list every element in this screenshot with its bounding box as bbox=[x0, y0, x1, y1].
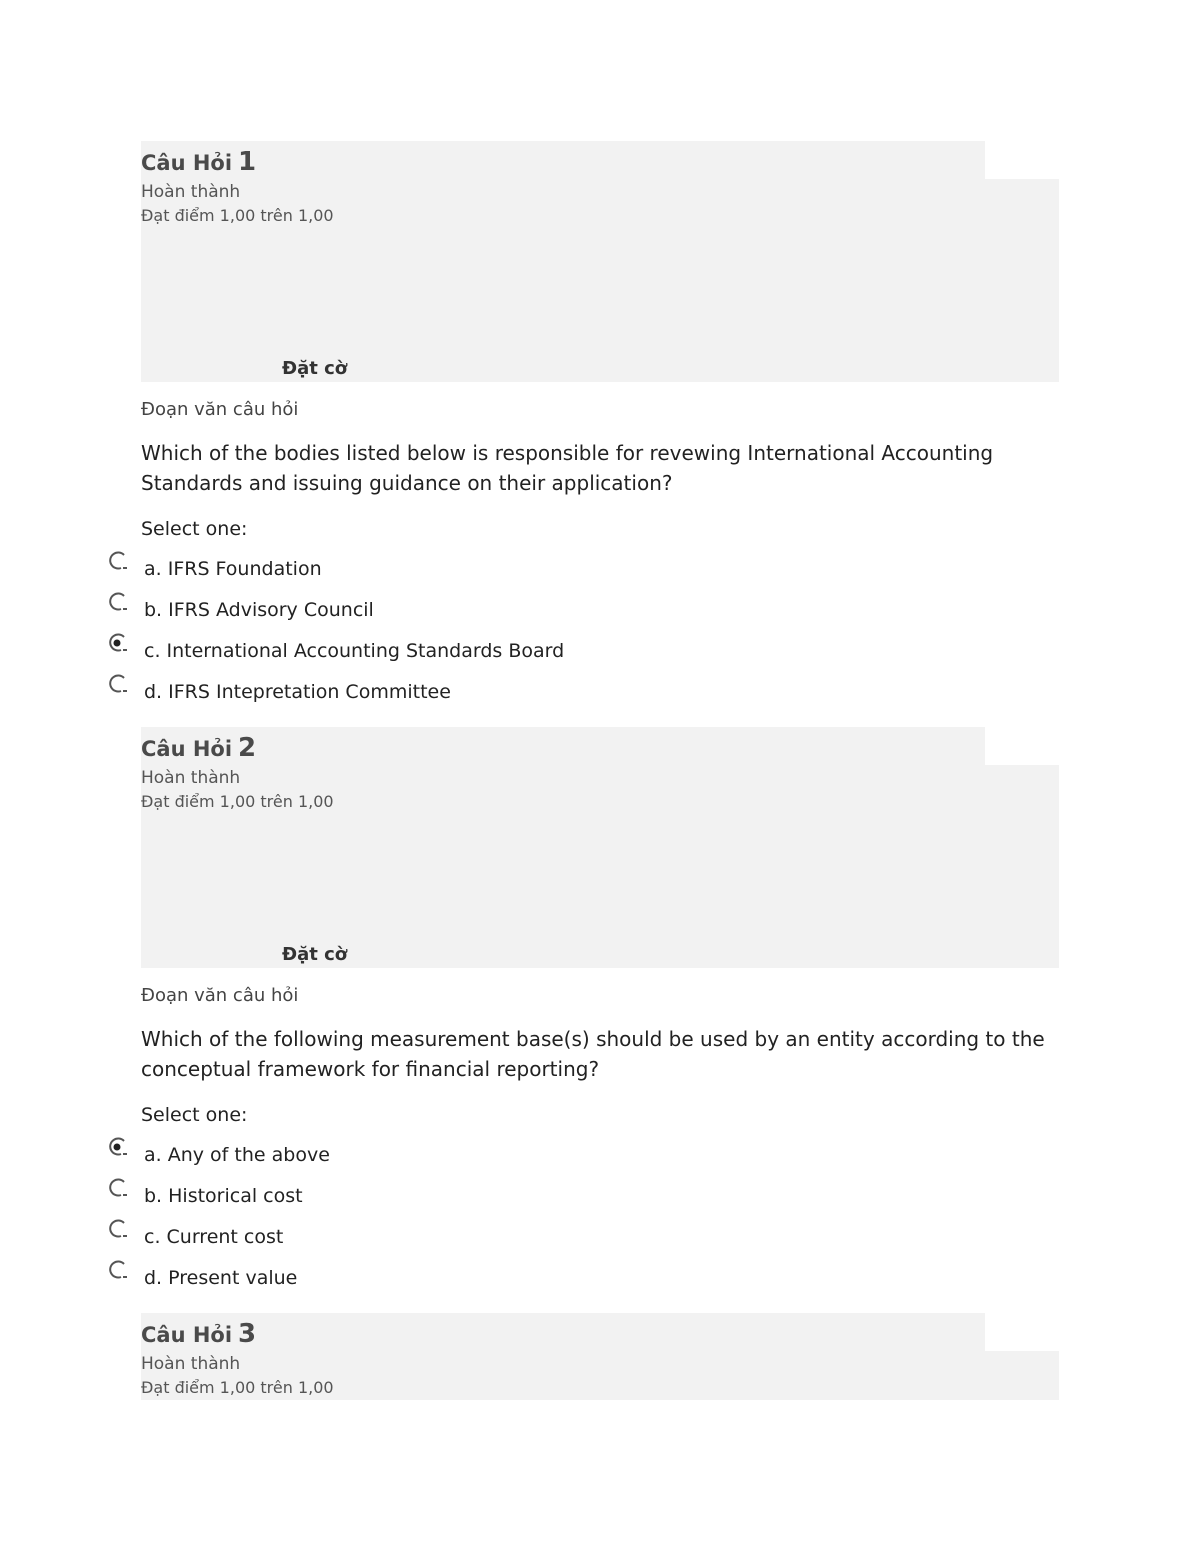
question-state: Hoàn thành bbox=[141, 182, 241, 202]
question-title bbox=[141, 733, 256, 763]
answer-label: d. IFRS Intepretation Committee bbox=[144, 681, 451, 703]
radio-unchecked-icon[interactable] bbox=[107, 1177, 129, 1199]
question-text-heading: Đoạn văn câu hỏi bbox=[141, 985, 299, 1006]
answer-option[interactable] bbox=[104, 1259, 1004, 1293]
question-number: 3 bbox=[238, 1319, 257, 1349]
question-text-heading: Đoạn văn câu hỏi bbox=[141, 399, 299, 420]
answer-label: a. Any of the above bbox=[144, 1144, 330, 1166]
question-title-label: Câu Hỏi bbox=[141, 151, 233, 175]
question-state: Hoàn thành bbox=[141, 768, 241, 788]
question-grade: Đạt điểm 1,00 trên 1,00 bbox=[141, 1378, 334, 1397]
answer-prompt: Select one: bbox=[141, 1104, 248, 1126]
question-1 bbox=[0, 141, 1200, 711]
question-info-header bbox=[141, 141, 985, 181]
question-text: Which of the following measurement base(s) should be used by an entity according to the conceptual framework for financial reporting? bbox=[141, 1027, 1045, 1081]
radio-unchecked-icon[interactable] bbox=[107, 673, 129, 695]
radio-checked-icon[interactable] bbox=[107, 1136, 129, 1158]
radio-unchecked-icon[interactable] bbox=[107, 1259, 129, 1281]
question-info-header bbox=[141, 727, 985, 767]
flag-question-link[interactable]: Đặt cờ bbox=[282, 358, 348, 379]
answer-label: c. Current cost bbox=[144, 1226, 284, 1248]
question-title bbox=[141, 147, 256, 177]
answer-option-selected[interactable] bbox=[104, 1136, 1004, 1170]
answer-label: d. Present value bbox=[144, 1267, 298, 1289]
radio-unchecked-icon[interactable] bbox=[107, 1218, 129, 1240]
question-2 bbox=[0, 727, 1200, 1297]
answer-option-selected[interactable] bbox=[104, 632, 1004, 666]
answer-option[interactable] bbox=[104, 591, 1004, 625]
question-title bbox=[141, 1319, 256, 1349]
question-3 bbox=[0, 1313, 1200, 1403]
question-number: 2 bbox=[238, 733, 257, 763]
answer-option[interactable] bbox=[104, 1218, 1004, 1252]
radio-unchecked-icon[interactable] bbox=[107, 550, 129, 572]
question-grade: Đạt điểm 1,00 trên 1,00 bbox=[141, 206, 334, 225]
answer-label: c. International Accounting Standards Board bbox=[144, 640, 565, 662]
flag-question-link[interactable]: Đặt cờ bbox=[282, 944, 348, 965]
radio-unchecked-icon[interactable] bbox=[107, 591, 129, 613]
answer-label: a. IFRS Foundation bbox=[144, 558, 322, 580]
answer-option[interactable] bbox=[104, 673, 1004, 707]
answer-prompt: Select one: bbox=[141, 518, 248, 540]
radio-checked-icon[interactable] bbox=[107, 632, 129, 654]
question-state: Hoàn thành bbox=[141, 1354, 241, 1374]
question-title-label: Câu Hỏi bbox=[141, 737, 233, 761]
answer-label: b. Historical cost bbox=[144, 1185, 303, 1207]
answer-option[interactable] bbox=[104, 550, 1004, 584]
answer-option[interactable] bbox=[104, 1177, 1004, 1211]
question-text: Which of the bodies listed below is responsible for revewing International Accounting Standards and issuing guidance on their application? bbox=[141, 441, 994, 495]
question-title-label: Câu Hỏi bbox=[141, 1323, 233, 1347]
answer-label: b. IFRS Advisory Council bbox=[144, 599, 374, 621]
question-number: 1 bbox=[238, 147, 257, 177]
question-grade: Đạt điểm 1,00 trên 1,00 bbox=[141, 792, 334, 811]
question-info-header bbox=[141, 1313, 985, 1353]
